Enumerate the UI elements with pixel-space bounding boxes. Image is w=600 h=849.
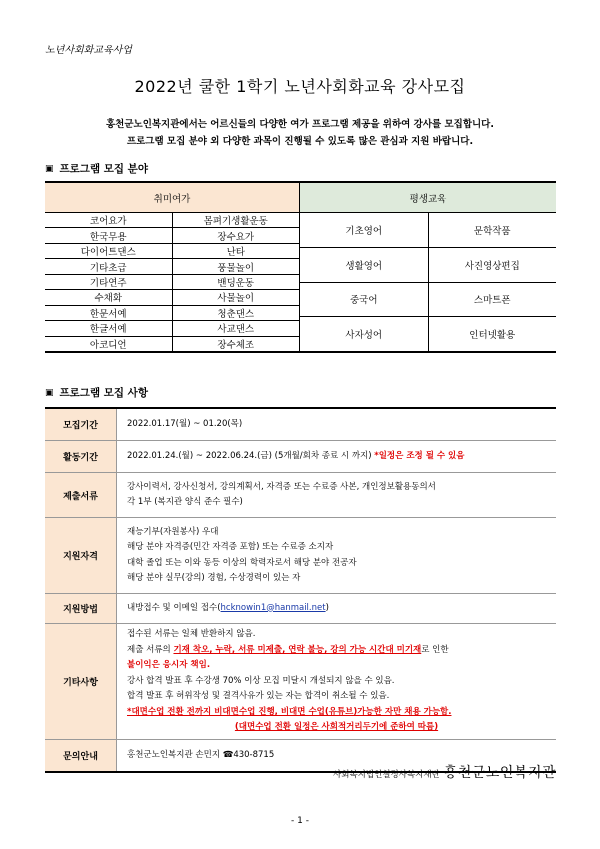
table-cell: 문학작품 — [473, 225, 511, 237]
table-cell: 사물놀이 — [217, 293, 255, 305]
etc-line — [127, 643, 546, 659]
documents-line: 각 1부 (복지관 양식 준수 필수) — [127, 497, 243, 507]
table-row — [45, 259, 299, 274]
row-label: 제출서류 — [45, 473, 117, 517]
table-row — [45, 244, 299, 259]
table-row — [300, 213, 556, 248]
table-cell: 수채화 — [45, 290, 173, 304]
table-cell: 기초영어 — [300, 213, 429, 247]
period-value: 2022.01.17(월) ~ 01.20(목) — [127, 418, 243, 429]
table-cell: 풍물놀이 — [217, 262, 255, 274]
method-text: 내방접수 및 이메일 접수( — [127, 602, 221, 613]
table-cell: 기타연주 — [45, 275, 173, 289]
table-cell: 난타 — [226, 247, 245, 259]
etc-line: 접수된 서류는 일체 반환하지 않음. — [127, 629, 256, 640]
table-cell: 사자성어 — [300, 317, 429, 351]
square-bullet-icon: ▣ — [45, 387, 54, 398]
table-cell: 한국무용 — [45, 228, 173, 242]
table-cell: 청춘댄스 — [217, 308, 255, 320]
etc-text: 로 인한 — [421, 644, 449, 655]
lifelong-header: 평생교육 — [300, 183, 556, 213]
etc-line: 불이익은 응시자 책임. — [127, 660, 211, 671]
etc-line: (대면수업 전환 일정은 사회적거리두기에 준하여 따름) — [234, 722, 439, 733]
table-row — [45, 594, 556, 624]
row-label: 지원방법 — [45, 594, 117, 623]
table-row — [45, 409, 556, 441]
table-row — [45, 518, 556, 594]
row-value — [117, 624, 556, 739]
hobby-column — [45, 183, 300, 351]
table-cell: 사진영상편집 — [464, 260, 520, 272]
schedule-note: *일정은 조정 될 수 있음 — [374, 450, 465, 461]
qualification-line: 해당 분야 자격증(민간 자격증 포함) 또는 수료증 소지자 — [127, 542, 334, 552]
row-value — [117, 518, 556, 593]
table-cell: 장수체조 — [217, 339, 255, 351]
row-label: 모집기간 — [45, 409, 117, 440]
table-cell: 생활영어 — [300, 248, 429, 282]
activity-value — [127, 449, 546, 465]
table-cell: 인터넷활용 — [469, 330, 516, 342]
square-bullet-icon: ▣ — [45, 163, 54, 174]
contact-value — [127, 748, 546, 764]
table-cell: 몸펴기생활운동 — [203, 216, 268, 228]
section-heading-fields — [45, 161, 148, 176]
intro-text — [0, 116, 600, 150]
table-row — [300, 248, 556, 283]
section-heading-details — [45, 385, 148, 400]
table-row — [45, 275, 299, 290]
table-row — [45, 473, 556, 518]
table-row — [45, 228, 299, 243]
row-label: 기타사항 — [45, 624, 117, 739]
documents-line: 강사이력서, 강사신청서, 강의계획서, 자격증 또는 수료증 사본, 개인정보활용동의서 — [127, 481, 436, 492]
row-value — [117, 409, 556, 440]
etc-line: 합격 발표 후 허위작성 및 결격사유가 있는 자는 합격이 취소될 수 있음. — [127, 691, 390, 702]
activity-dates: 2022.01.24.(월) ~ 2022.06.24.(금) (5개월/회차 종료 시 까지) — [127, 450, 372, 461]
table-cell: 밴딩운동 — [217, 277, 255, 289]
phone-icon: ☎ — [222, 749, 234, 760]
program-category-label: 노년사회화교육사업 — [45, 45, 132, 56]
method-close: ) — [325, 602, 329, 613]
table-cell: 중국어 — [300, 283, 429, 317]
qualification-line: 대학 졸업 또는 이와 동등 이상의 학력자로서 해당 분야 전공자 — [127, 557, 357, 568]
row-label: 문의안내 — [45, 740, 117, 771]
qualification-line: 해당 분야 실무(강의) 경험, 수상경력이 있는 자 — [127, 573, 301, 583]
email-link[interactable]: hcknowin1@hanmail.net — [220, 602, 326, 613]
table-row — [45, 441, 556, 473]
table-cell: 한글서예 — [45, 321, 173, 335]
table-row — [45, 337, 299, 351]
row-label: 지원자격 — [45, 518, 117, 593]
etc-line: 강사 합격 발표 후 수강생 70% 이상 모집 미달시 개설되지 않을 수 있음. — [127, 675, 395, 686]
row-label: 활동기간 — [45, 441, 117, 472]
table-row — [45, 624, 556, 740]
intro-line-2: 프로그램 모집 분야 외 다양한 과목이 진행될 수 있도록 많은 관심과 지원 바랍니다. — [126, 136, 474, 147]
hobby-header: 취미여가 — [45, 183, 299, 213]
table-cell: 사교댄스 — [217, 324, 255, 336]
qualification-line: 재능기부(자원봉사) 우대 — [127, 526, 219, 537]
table-cell: 다이어트댄스 — [45, 244, 173, 258]
row-value — [117, 473, 556, 517]
table-cell: 스마트폰 — [473, 295, 511, 307]
table-row — [300, 317, 556, 351]
row-value — [117, 594, 556, 623]
recruitment-details-table — [45, 407, 556, 773]
table-cell: 코어요가 — [45, 213, 173, 227]
footer-organization — [333, 762, 556, 782]
center-name: 홍천군노인복지관 — [443, 765, 556, 781]
etc-highlight: 기재 착오, 누락, 서류 미제출, 연락 불능, 강의 가능 시간대 미기재 — [173, 644, 422, 655]
page-number: - 1 - — [291, 816, 309, 826]
table-cell: 아코디언 — [45, 337, 173, 351]
table-row — [45, 306, 299, 321]
table-row — [45, 290, 299, 305]
lifelong-column — [300, 183, 556, 351]
table-cell: 한문서예 — [45, 306, 173, 320]
table-row — [300, 283, 556, 318]
table-row — [45, 213, 299, 228]
row-value — [117, 441, 556, 472]
section-title: 프로그램 모집 분야 — [59, 163, 148, 175]
table-cell: 기타초급 — [45, 259, 173, 273]
section-title: 프로그램 모집 사항 — [59, 387, 148, 399]
program-fields-table — [45, 181, 556, 353]
page-title: 2022년 쿨한 1학기 노년사회화교육 강사모집 — [134, 77, 466, 96]
contact-person: 홍천군노인복지관 손민지 — [127, 749, 221, 760]
intro-line-1: 홍천군노인복지관에서는 어르신들의 다양한 여가 프로그램 제공을 위하여 강사를 모집합니다. — [106, 119, 494, 130]
method-value — [127, 601, 546, 617]
table-row — [45, 321, 299, 336]
contact-phone: 430-8715 — [233, 749, 275, 760]
etc-text: 제출 서류의 — [127, 644, 174, 655]
etc-line: *대면수업 전환 전까지 비대면수업 진행, 비대면 수업(유튜브)가능한 자만 채용 가능함. — [127, 706, 452, 717]
foundation-name: 사회복지법인칠정사복지재단 — [333, 770, 440, 780]
table-cell: 장수요가 — [217, 231, 255, 243]
